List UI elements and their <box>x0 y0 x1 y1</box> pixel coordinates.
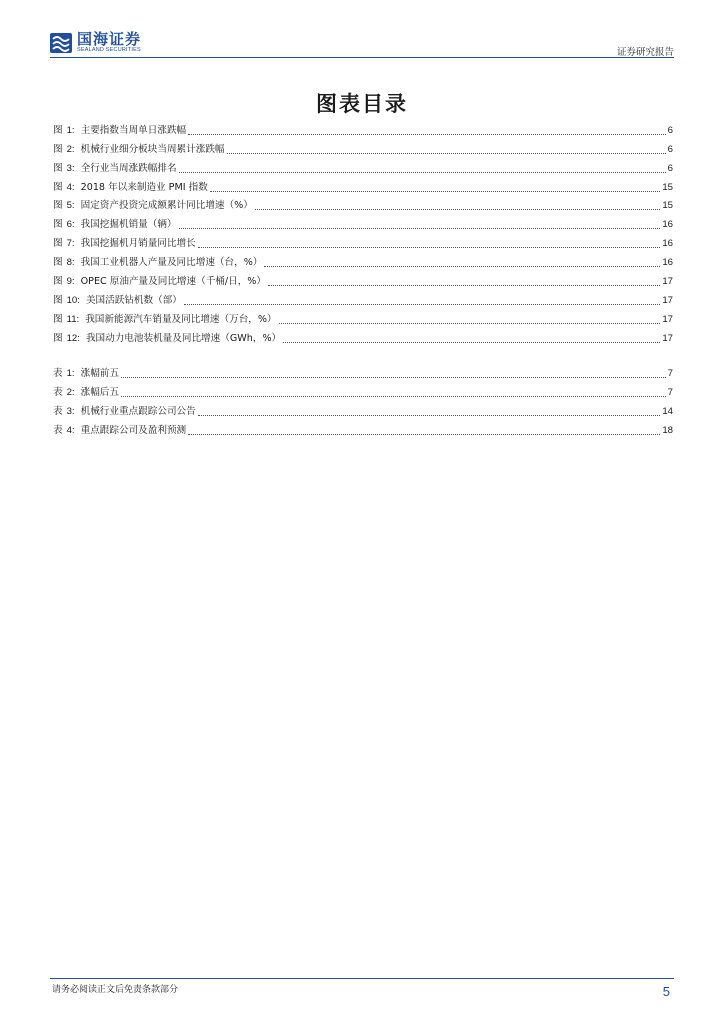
figure-toc-entry[interactable] <box>53 137 673 156</box>
toc-leader-dots <box>121 376 666 378</box>
toc-entry-label <box>53 425 186 437</box>
toc-entry-page: 17 <box>662 276 673 288</box>
toc-leader-dots <box>210 190 661 192</box>
toc-entry-label <box>53 182 208 194</box>
table-toc-entry[interactable] <box>53 418 673 437</box>
toc-entry-page: 7 <box>667 386 673 398</box>
toc-entry-label <box>53 295 182 307</box>
toc-entry-text: 全行业当周涨跌幅排名 <box>80 162 177 174</box>
toc-entry-number: 7: <box>66 238 75 250</box>
toc-leader-dots <box>268 284 660 286</box>
toc-entry-page: 15 <box>662 200 673 212</box>
toc-entry-prefix: 表 <box>53 405 63 417</box>
header-divider <box>50 57 674 58</box>
toc-entry-page: 16 <box>662 238 673 250</box>
toc-entry-text: 固定资产投资完成额累计同比增速（%） <box>80 200 253 212</box>
toc-entry-text: 我国挖掘机月销量同比增长 <box>80 238 196 250</box>
figure-toc-entry[interactable] <box>53 231 673 250</box>
toc-leader-dots <box>188 133 666 135</box>
toc-entry-number: 6: <box>66 219 75 231</box>
toc-entry-number: 10: <box>66 294 80 306</box>
toc-entry-prefix: 图 <box>53 276 63 288</box>
toc-entry-prefix: 图 <box>53 238 63 250</box>
figure-toc-entry[interactable] <box>53 156 673 175</box>
toc-leader-dots <box>121 395 666 397</box>
toc-entry-text: 2018 年以来制造业 PMI 指数 <box>80 181 208 193</box>
company-logo <box>50 32 141 54</box>
toc-entry-text: 我国动力电池装机量及同比增速（GWh，%） <box>85 332 282 344</box>
figure-toc-entry[interactable] <box>53 288 673 307</box>
toc-entry-text: 我国挖掘机销量（辆） <box>80 219 177 231</box>
figure-list <box>53 118 673 345</box>
toc-leader-dots <box>283 341 660 343</box>
toc-leader-dots <box>179 227 661 229</box>
toc-entry-text: OPEC 原油产量及同比增速（千桶/日，%） <box>80 276 267 288</box>
figure-toc-entry[interactable] <box>53 175 673 194</box>
toc-entry-page: 17 <box>662 332 673 344</box>
toc-entry-label <box>53 200 253 212</box>
figure-toc-entry[interactable] <box>53 118 673 137</box>
table-toc-entry[interactable] <box>53 399 673 418</box>
table-toc-entry[interactable] <box>53 361 673 380</box>
toc-entry-page: 15 <box>662 181 673 193</box>
company-name-cn: 国海证券 <box>77 30 142 48</box>
toc-entry-number: 3: <box>66 405 75 417</box>
toc-entry-page: 14 <box>662 405 673 417</box>
toc-leader-dots <box>188 433 660 435</box>
toc-entry-number: 11: <box>66 313 80 325</box>
toc-entry-label <box>53 276 266 288</box>
figure-toc-entry[interactable] <box>53 269 673 288</box>
sealand-logo-icon <box>50 33 72 53</box>
toc-entry-page: 6 <box>667 124 673 136</box>
toc-entry-text: 机械行业细分板块当周累计涨跌幅 <box>80 143 225 155</box>
figure-toc-entry[interactable] <box>53 326 673 345</box>
toc-entry-number: 4: <box>66 424 75 436</box>
toc-entry-text: 涨幅后五 <box>80 386 119 398</box>
toc-title: 图表目录 <box>316 91 408 116</box>
toc-entry-text: 机械行业重点跟踪公司公告 <box>80 405 196 417</box>
toc-entry-page: 17 <box>662 294 673 306</box>
toc-entry-number: 2: <box>66 143 75 155</box>
toc-entry-text: 涨幅前五 <box>80 367 119 379</box>
toc-entry-number: 5: <box>66 200 75 212</box>
toc-entry-page: 16 <box>662 257 673 269</box>
toc-entry-text: 我国工业机器人产量及同比增速（台，%） <box>80 257 263 269</box>
toc-entry-number: 3: <box>66 162 75 174</box>
toc-leader-dots <box>264 265 660 267</box>
toc-entry-label <box>53 238 196 250</box>
toc-entry-label <box>53 314 277 326</box>
figure-toc-entry[interactable] <box>53 307 673 326</box>
toc-entry-label <box>53 333 281 345</box>
figure-toc-entry[interactable] <box>53 250 673 269</box>
toc-leader-dots <box>255 208 661 210</box>
toc-entry-number: 9: <box>66 276 75 288</box>
page-number: 5 <box>662 984 670 999</box>
toc-entry-label <box>53 406 196 418</box>
toc-entry-prefix: 图 <box>53 181 63 193</box>
toc-entry-page: 6 <box>667 162 673 174</box>
toc-leader-dots <box>279 322 661 324</box>
toc-entry-page: 6 <box>667 143 673 155</box>
footer-disclaimer: 请务必阅读正文后免责条款部分 <box>52 985 179 995</box>
toc-entry-label <box>53 368 119 380</box>
toc-entry-prefix: 图 <box>53 313 63 325</box>
toc-entry-number: 2: <box>66 386 75 398</box>
toc-entry-prefix: 表 <box>53 386 63 398</box>
toc-entry-text: 我国新能源汽车销量及同比增速（万台，%） <box>85 313 277 325</box>
toc-entry-label <box>53 163 177 175</box>
toc-entry-number: 12: <box>66 332 80 344</box>
toc-leader-dots <box>227 152 666 154</box>
toc-entry-prefix: 图 <box>53 162 63 174</box>
toc-entry-text: 重点跟踪公司及盈利预测 <box>80 424 187 436</box>
toc-entry-label <box>53 387 119 399</box>
toc-entry-prefix: 图 <box>53 124 63 136</box>
toc-leader-dots <box>198 414 661 416</box>
toc-entry-number: 4: <box>66 181 75 193</box>
toc-entry-prefix: 图 <box>53 257 63 269</box>
toc-entry-prefix: 图 <box>53 200 63 212</box>
toc-entry-prefix: 图 <box>53 332 63 344</box>
company-name-en: SEALAND SECURITIES <box>77 47 141 53</box>
toc-entry-page: 18 <box>662 424 673 436</box>
toc-entry-page: 7 <box>667 367 673 379</box>
footer-divider <box>50 978 674 979</box>
toc-entry-page: 17 <box>662 313 673 325</box>
toc-entry-label <box>53 125 186 137</box>
toc-leader-dots <box>198 246 661 248</box>
report-type-label: 证券研究报告 <box>616 47 674 58</box>
toc-entry-number: 1: <box>66 124 75 136</box>
toc-entry-number: 1: <box>66 367 75 379</box>
toc-entry-label <box>53 219 177 231</box>
toc-entry-page: 16 <box>662 219 673 231</box>
toc-leader-dots <box>184 303 660 305</box>
toc-entry-prefix: 表 <box>53 367 63 379</box>
toc-entry-prefix: 图 <box>53 219 63 231</box>
table-list <box>53 361 673 437</box>
toc-entry-prefix: 图 <box>53 143 63 155</box>
figure-toc-entry[interactable] <box>53 194 673 213</box>
toc-entry-prefix: 表 <box>53 424 63 436</box>
figure-toc-entry[interactable] <box>53 212 673 231</box>
toc-entry-text: 主要指数当周单日涨跌幅 <box>80 124 187 136</box>
toc-entry-label <box>53 257 262 269</box>
table-toc-entry[interactable] <box>53 380 673 399</box>
toc-leader-dots <box>179 171 666 173</box>
toc-entry-number: 8: <box>66 257 75 269</box>
toc-entry-prefix: 图 <box>53 294 63 306</box>
toc-entry-text: 美国活跃钻机数（部） <box>85 294 182 306</box>
toc-entry-label <box>53 144 225 156</box>
